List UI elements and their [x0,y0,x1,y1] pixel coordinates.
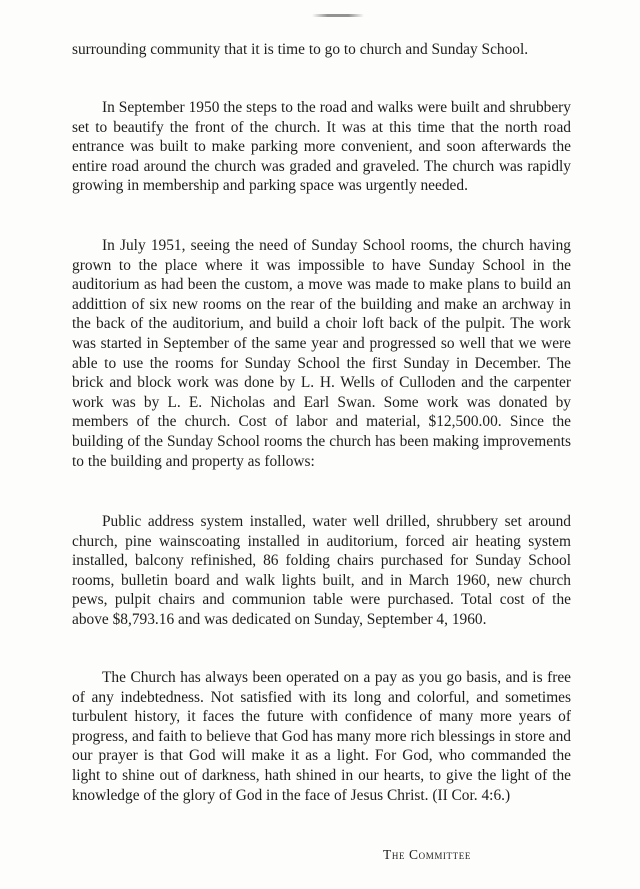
scan-artifact [312,14,364,17]
paragraph-steps-and-walks: In September 1950 the steps to the road and walks were built and shrubbery set to beautify the front of the church. It was at this time that the north road entrance was built to make parking more convenient, and soon afterwards the entire road around the church was graded and graveled. The church was rapidly growing in membership and parking space was urgently needed. [72,99,571,195]
paragraph-improvements: Public address system installed, water well drilled, shrubbery set around church, pine wainscoating installed in auditorium, forced air heating system installed, balcony refinished, 86 folding chairs purchased for Sunday School rooms, bulletin board and walk lights built, and in March 1960, new church pews, pulpit chairs and communion table were purchased. Total cost of the above $8,793.16 and was dedicated on Sunday, September 4, 1960. [72,513,571,628]
paragraph-sunday-school-rooms: In July 1951, seeing the need of Sunday School rooms, the church having grown to the place where it was impossible to have Sunday School in the auditorium as had been the custom, a move was made to make plans to build an addittion of six new rooms on the rear of the building and make an archway in the back of the auditorium, and build a choir loft back of the pulpit. The work was started in September of the same year and progressed so well that we were able to use the rooms for Sunday School the first Sunday in December. The brick and block work was done by L. H. Wells of Culloden and the carpenter work was by L. E. Nicholas and Earl Swan. Some work was donated by members of the church. Cost of labor and material, $12,500.00. Since the building of the Sunday School rooms the church has been making improvements to the building and property as follows: [72,237,571,470]
signature-the-committee: The Committee [383,847,471,862]
paragraph-closing: The Church has always been operated on a pay as you go basis, and is free of any indebtedness. Not satisfied with its long and colorful, and sometimes turbulent history, it faces the future with confidence of many more years of progress, and faith to believe that God has many more rich blessings in store and our prayer is that God will make it as a light. For God, who commanded the light to shine out of darkness, hath shined in our hearts, to give the light of the knowledge of the glory of God in the face of Jesus Christ. (II Cor. 4:6.) [72,669,571,804]
paragraph-continuation: surrounding community that it is time to go to church and Sunday School. [72,41,529,58]
